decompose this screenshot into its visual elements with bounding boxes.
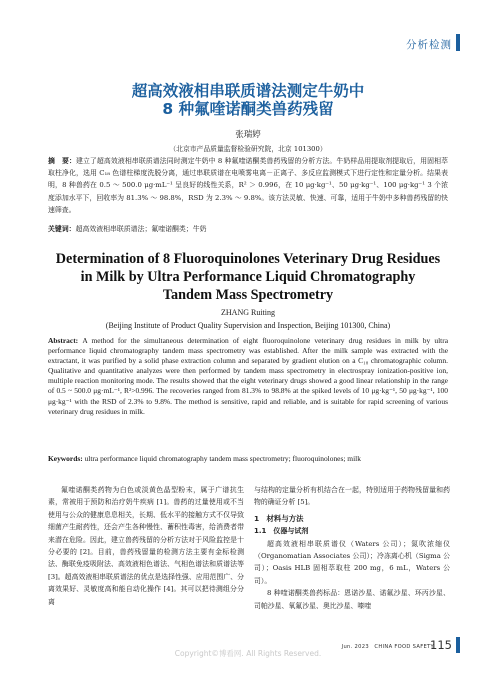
subsection-heading: 1.1 仪器与试剂 <box>254 527 309 536</box>
body-right-column <box>254 484 450 612</box>
body-paragraph: 8 种喹诺酮类兽药标品：恩诺沙星、诺氟沙星、环丙沙星、司帕沙星、氧氟沙星、奥比沙星、嗪喹 <box>254 589 450 610</box>
en-keywords <box>48 454 448 464</box>
en-title-line3: Tandem Mass Spectrometry <box>162 287 334 303</box>
en-keywords-label: Keywords: <box>48 454 85 463</box>
body-paragraph: 氟喹诺酮类药物为白色或淡黄色晶型粉末，属于广谱抗生素，常被用于预防和治疗奶牛疾病 [1]。兽药的过量使用或不当使用与公众的健康息息相关，长期、低水平的接触方式不仅导致细菌产生耐药性，还会产生各种慢性、蓄积性毒害，给消费者带来潜在危险。因此，建立兽药残留的分析方法对于风险监控是十分必要的 [2]。目前，兽药残留量的检测方法主要有金标检测法、酶联免疫吸附法、高效液相色谱法、气相色谱法和质谱法等 [3]。超高效液相串联质谱法的优点是选择性强、应用范围广、分离效果好、灵敏度高和能自动化操作 [4]。其可以把待测组分分离 <box>48 486 244 606</box>
body-paragraph: 超高效液相串联质谱仪（Waters 公司）；氮吹浓缩仪（Organomatian Associates 公司）；冷冻离心机（Sigma 公司）；Oasis HLB 固相萃取柱 200 mg，6 mL，Waters 公司）。 <box>254 539 450 585</box>
page-number: 115 <box>430 638 452 652</box>
copyright-watermark: Copyright©博看网. All Rights Reserved. <box>174 649 322 658</box>
body-left-column <box>48 484 244 608</box>
en-title-line2: in Milk by Ultra Performance Liquid Chromatography <box>80 269 416 285</box>
cn-author: 张瑞婷 <box>235 130 261 140</box>
en-affiliation: (Beijing Institute of Product Quality Supervision and Inspection, Beijing 101300, China) <box>105 321 391 330</box>
en-keywords-text: ultra performance liquid chromatography tandem mass spectrometry; fluoroquinolones; milk <box>84 454 361 463</box>
body-paragraph: 与结构的定量分析有机结合在一起，特别适用于药物残留量和药物的确证分析 [5]。 <box>254 486 450 507</box>
section-tag: 分析检测 <box>406 39 452 51</box>
section-bar <box>456 34 460 51</box>
en-author: ZHANG Ruiting <box>221 308 275 317</box>
en-abstract-text: A method for the simultaneous determination of eight fluoroquinolone veterinary drug residues in milk by ultra performance liquid chromatography tandem mass spectrometry was established. After the milk sample was extracted with the extractant, it was purified by a solid phase extraction column and separated by gradient elution on a C₁₈ chromatographic column. Qualitative and quantitative analyzes were then performed by tandem mass spectrometry in electrospray ionization-positive ion, multiple reaction monitoring mode. The results showed that the eight veterinary drugs showed a good linear relationship in the range of 0.5 ~ 500.0 μg·mL⁻¹, R²>0.996. The recoveries ranged from 81.3% to 98.8% at the spiked levels of 10 μg·kg⁻¹, 50 μg·kg⁻¹, 100 μg·kg⁻¹ with the RSD of 2.3% to 9.8%. The method is sensitive, rapid and reliable, and is suitable for rapid screening of various veterinary drug residues in milk. <box>48 336 449 416</box>
cn-title-line1: 超高效液相串联质谱法测定牛奶中 <box>131 82 365 100</box>
cn-keywords-text: 超高效液相串联质谱法；氟喹诺酮类；牛奶 <box>75 225 207 233</box>
cn-abstract-label: 摘 要： <box>48 157 76 165</box>
footer-bar <box>456 637 460 653</box>
en-abstract <box>48 336 448 417</box>
cn-keywords-label: 关键词： <box>48 225 76 233</box>
en-abstract-label: Abstract: <box>48 336 83 345</box>
cn-keywords <box>48 223 448 235</box>
cn-title-line2: 8 种氟喹诺酮类兽药残留 <box>162 100 334 118</box>
cn-abstract-text: 建立了超高效液相串联质谱法同时测定牛奶中 8 种氟喹诺酮类兽药残留的分析方法。牛奶样品用提取剂提取后，用固相萃取柱净化，选用 C₁₈ 色谱柱梯度洗脱分离，通过串联质谱在电喷雾电离－正离子、多反应监测模式下进行定性和定量分析。结果表明，8 种兽药在 0.5 ～ 500.0 μg·mL⁻¹ 呈良好的线性关系，R² ＞ 0.996，在 10 μg·kg⁻¹、50 μg·kg⁻¹、100 μg·kg⁻¹ 3 个浓度添加水平下，回收率为 81.3% ～ 98.8%，RSD 为 2.3% ～ 9.8%。该方法灵敏、快速、可靠，适用于牛奶中多种兽药残留的快速筛查。 <box>48 157 449 214</box>
section-heading: 1 材料与方法 <box>254 513 304 523</box>
cn-abstract <box>48 155 448 216</box>
cn-affiliation: （北京市产品质量监督检验研究院，北京 101300） <box>169 145 327 153</box>
journal-name: Jun. 2023 CHINA FOOD SAFETY <box>341 644 434 650</box>
en-title-line1: Determination of 8 Fluoroquinolones Veterinary Drug Residues <box>55 251 441 267</box>
